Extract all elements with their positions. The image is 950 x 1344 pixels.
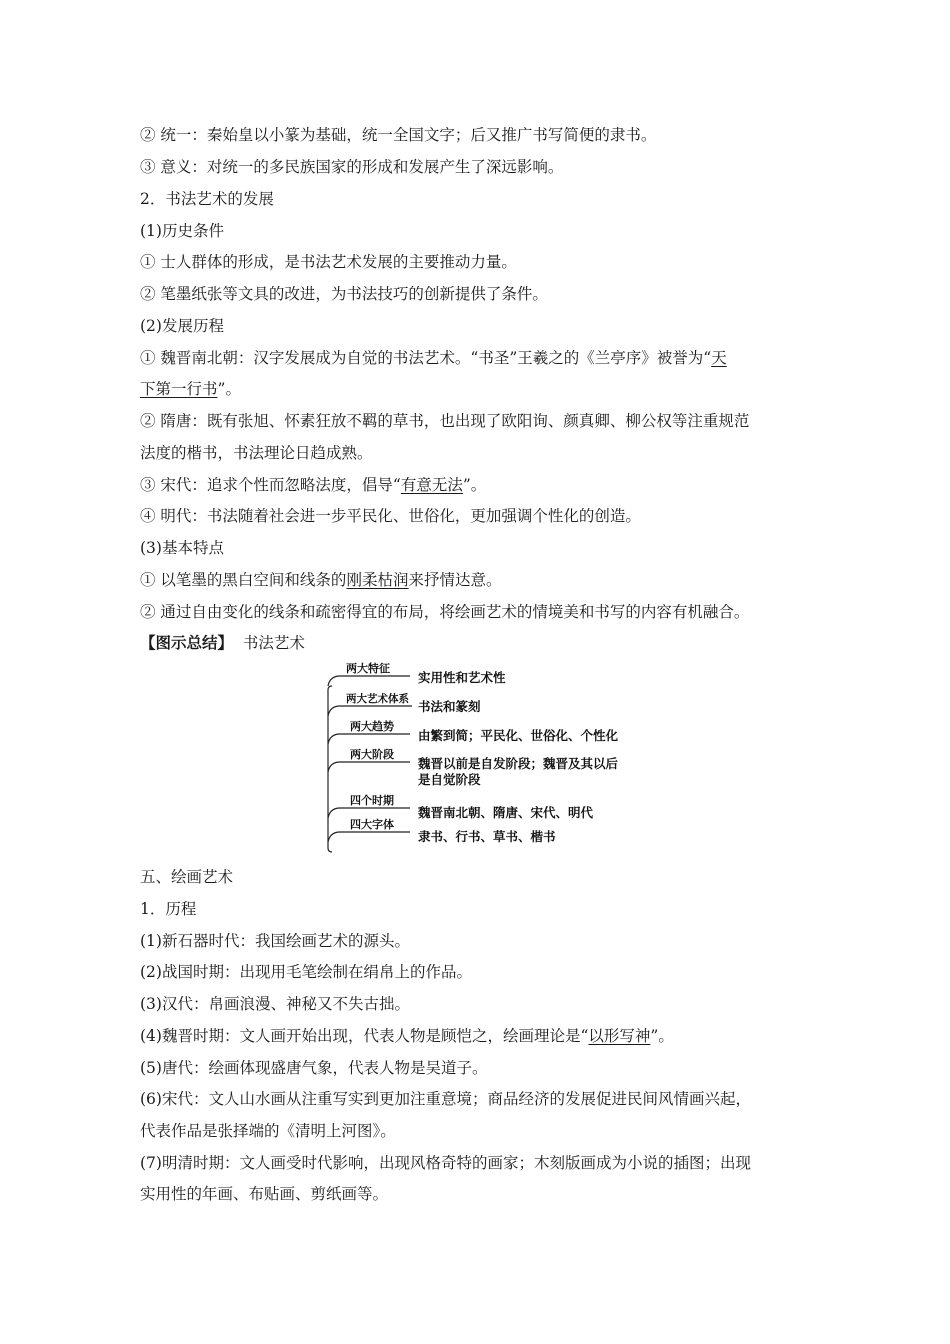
summary-title: 书法艺术 (242, 634, 305, 652)
text-line (140, 1026, 820, 1046)
diagram-tag: 两大趋势 (350, 720, 394, 733)
text-line: ④ 明代：书法随着社会进一步平民化、世俗化，更加强调个性化的创造。 (140, 507, 641, 525)
text-line (140, 570, 820, 590)
text-line: (3)汉代：帛画浪漫、神秘又不失古拙。 (140, 995, 410, 1013)
diagram-desc: 由繁到简；平民化、世俗化、个性化 (418, 728, 619, 743)
section-heading: 五、绘画艺术 (140, 868, 234, 886)
diagram-desc: 书法和篆刻 (418, 699, 481, 714)
diagram-desc: 隶书、行书、草书、楷书 (418, 829, 556, 844)
diagram-tag: 两大特征 (346, 662, 390, 675)
underlined-answer: 下第一行书 (140, 380, 218, 398)
subsection-heading: (3)基本特点 (140, 539, 224, 557)
text-span: ”。 (650, 1027, 674, 1045)
text-line: 实用性的年画、布贴画、剪纸画等。 (140, 1185, 389, 1203)
text-line (140, 348, 820, 368)
text-span: ③ 宋代：追求个性而忽略法度，倡导“ (140, 476, 401, 494)
section-heading: 1．历程 (140, 900, 197, 918)
text-line: ① 士人群体的形成，是书法艺术发展的主要推动力量。 (140, 253, 517, 271)
diagram-heading (140, 633, 820, 653)
text-line: ② 隋唐：既有张旭、怀素狂放不羁的草书，也出现了欧阳询、颜真卿、柳公权等注重规范 (140, 412, 750, 430)
text-span: 来抒情达意。 (408, 571, 502, 589)
text-line: 法度的楷书，书法理论日趋成熟。 (140, 444, 373, 462)
diagram-desc: 实用性和艺术性 (418, 670, 506, 685)
underlined-answer: 以形写神 (588, 1027, 651, 1045)
calligraphy-summary-diagram (326, 660, 646, 858)
underlined-answer: 刚柔枯润 (346, 571, 409, 589)
text-line: (6)宋代：文人山水画从注重写实到更加注重意境；商品经济的发展促进民间风情画兴起， (140, 1090, 751, 1108)
text-line: ② 通过自由变化的线条和疏密得宜的布局，将绘画艺术的情境美和书写的内容有机融合。 (140, 603, 750, 621)
diagram-tag: 两大阶段 (350, 748, 394, 761)
subsection-heading: (2)发展历程 (140, 317, 224, 335)
diagram-desc: 魏晋以前是自发阶段；魏晋及其以后 (418, 756, 619, 771)
diagram-desc: 魏晋南北朝、隋唐、宋代、明代 (418, 805, 594, 820)
text-span: ① 以笔墨的黑白空间和线条的 (140, 571, 347, 589)
text-line: (5)唐代：绘画体现盛唐气象，代表人物是吴道子。 (140, 1059, 488, 1077)
text-line: (1)新石器时代：我国绘画艺术的源头。 (140, 932, 410, 950)
text-line: 代表作品是张择端的《清明上河图》。 (140, 1122, 396, 1140)
text-line: (2)战国时期：出现用毛笔绘制在绢帛上的作品。 (140, 963, 472, 981)
diagram-desc: 是自觉阶段 (418, 772, 481, 787)
subsection-heading: (1)历史条件 (140, 222, 224, 240)
text-line: ③ 意义：对统一的多民族国家的形成和发展产生了深远影响。 (140, 158, 564, 176)
text-span: (4)魏晋时期：文人画开始出现，代表人物是顾恺之，绘画理论是“ (140, 1027, 589, 1045)
diagram-tag: 两大艺术体系 (346, 693, 409, 705)
summary-label: 【图示总结】 (140, 633, 234, 652)
diagram-tag: 四个时期 (350, 794, 394, 807)
text-line (140, 475, 820, 495)
section-heading: 2．书法艺术的发展 (140, 190, 274, 208)
text-span: ”。 (462, 476, 487, 494)
underlined-answer: 有意无法 (400, 476, 463, 494)
text-span: ”。 (217, 380, 241, 398)
text-span: ① 魏晋南北朝：汉字发展成为自觉的书法艺术。“书圣”王羲之的《兰亭序》被誉为“ (140, 349, 712, 367)
underlined-answer: 天 (711, 349, 727, 367)
text-line: ② 统一：秦始皇以小篆为基础，统一全国文字；后又推广书写简便的隶书。 (140, 126, 657, 144)
diagram-tag: 四大字体 (350, 818, 394, 831)
text-line (140, 379, 820, 399)
text-line: (7)明清时期：文人画受时代影响，出现风格奇特的画家；木刻版画成为小说的插图；出现 (140, 1154, 751, 1172)
text-line: ② 笔墨纸张等文具的改进，为书法技巧的创新提供了条件。 (140, 285, 548, 303)
